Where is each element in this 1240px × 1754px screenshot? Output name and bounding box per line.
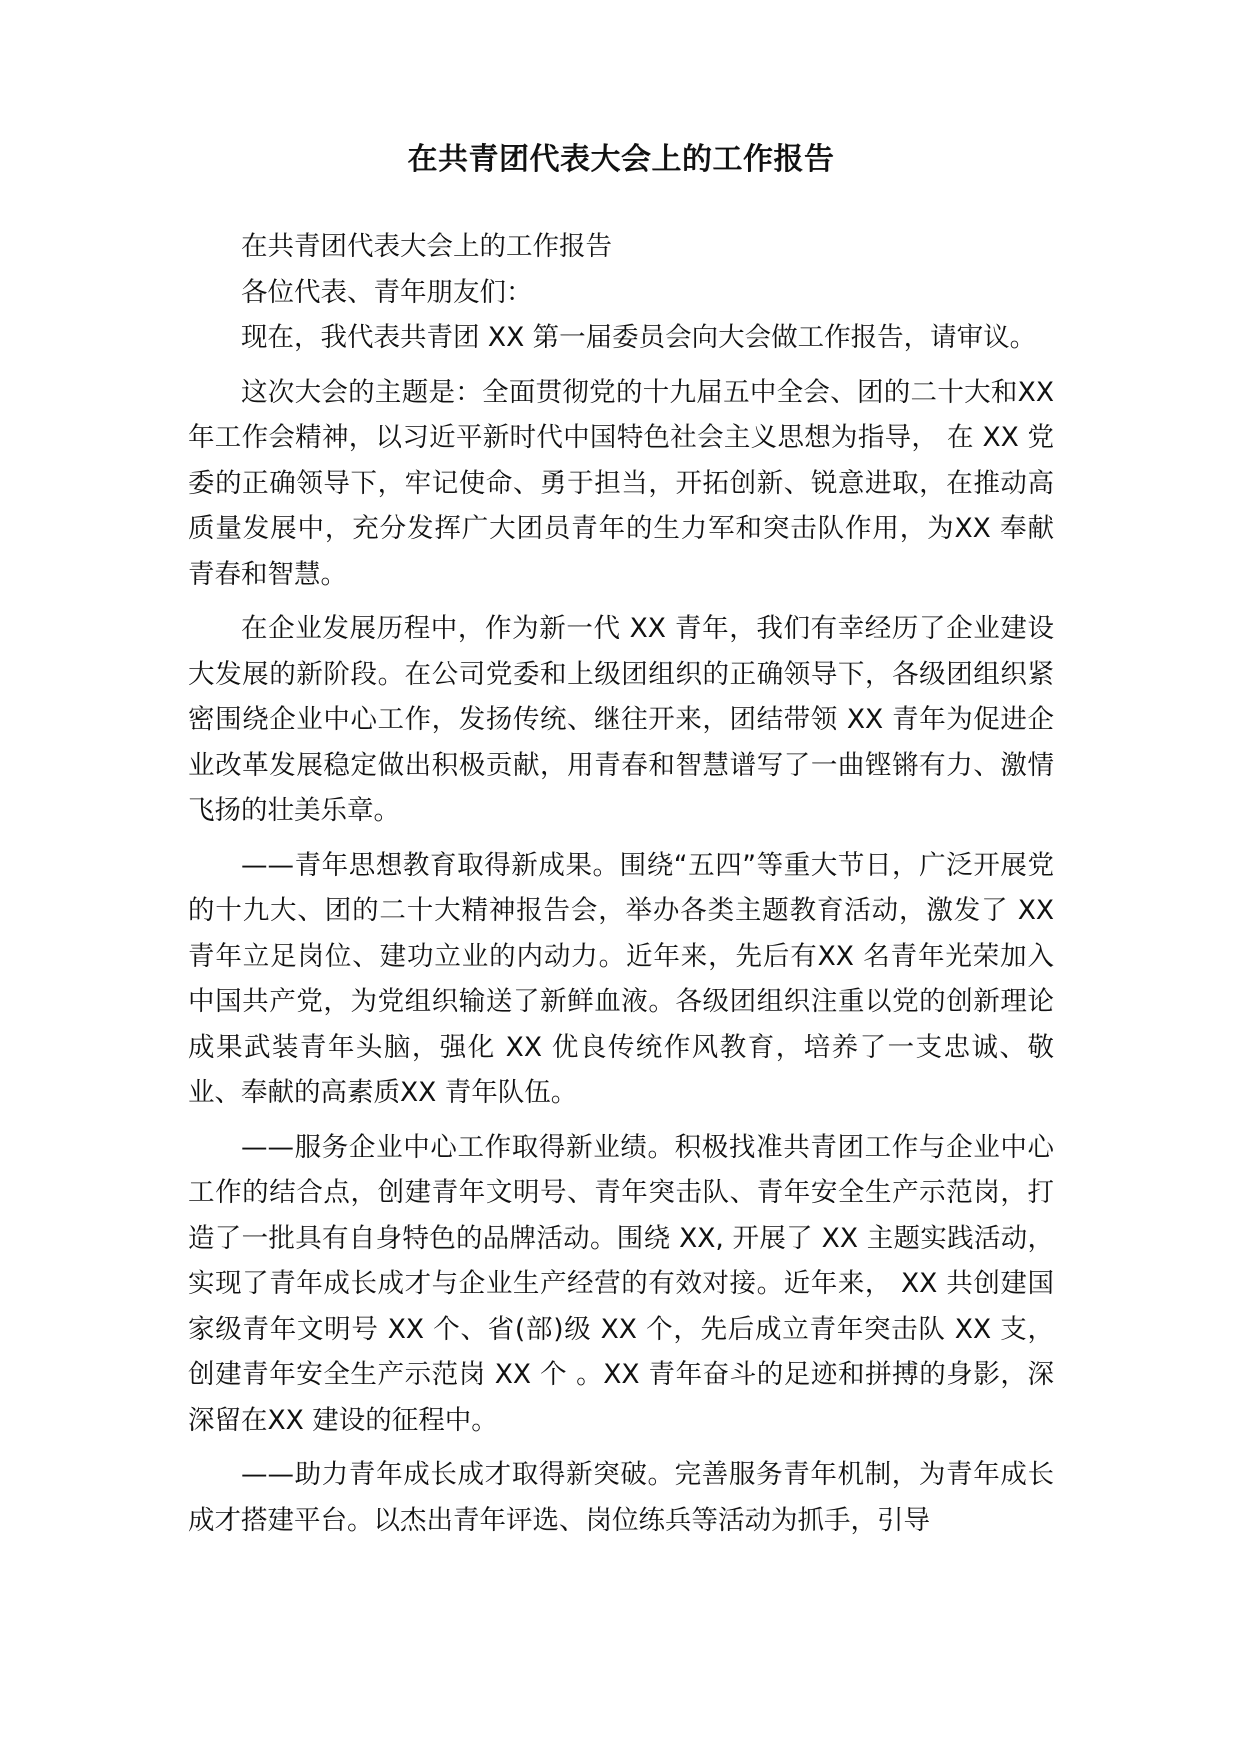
document-page	[188, 140, 1054, 1543]
paragraph-opening: 现在，我代表共青团 XX 第一届委员会向大会做工作报告，请审议。	[241, 322, 1037, 353]
document-title: 在共青团代表大会上的工作报告	[407, 142, 835, 177]
paragraph-ideology-education: ——青年思想教育取得新成果。围绕“五四”等重大节日，广泛开展党的十九大、团的二十大精神报告会，举办各类主题教育活动，激发了 XX 青年立足岗位、建功立业的内动力。近年来，先后有XX 名青年光荣加入中国共产党，为党组织输送了新鲜血液。各级团组织注重以党的创新理论成果武装青年头脑，强化 XX 优良传统作风教育，培养了一支忠诚、敬业、奉献的高素质XX 青年队伍。	[188, 849, 1054, 1108]
paragraph-theme: 这次大会的主题是：全面贯彻党的十九届五中全会、团的二十大和XX 年工作会精神，以习近平新时代中国特色社会主义思想为指导， 在 XX 党委的正确领导下，牢记使命、勇于担当，开拓创新、锐意进取，在推动高质量发展中，充分发挥广大团员青年的生力军和突击队作用，为XX 奉献青春和智慧。	[188, 376, 1054, 590]
paragraph-salutation: 各位代表、青年朋友们：	[241, 276, 533, 308]
paragraph-central-work: ——服务企业中心工作取得新业绩。积极找准共青团工作与企业中心工作的结合点，创建青年文明号、青年突击队、青年安全生产示范岗，打造了一批具有自身特色的品牌活动。围绕 XX, 开展了 XX 主题实践活动，实现了青年成长成才与企业生产经营的有效对接。近年来， XX 共创建国家级青年文明号 XX 个、省(部)级 XX 个，先后成立青年突击队 XX 支，创建青年安全生产示范岗 XX 个 。XX 青年奋斗的足迹和拼搏的身影，深深留在XX 建设的征程中。	[188, 1131, 1054, 1436]
paragraph-youth-growth: ——助力青年成长成才取得新突破。完善服务青年机制，为青年成长成才搭建平台。以杰出青年评选、岗位练兵等活动为抓手，引导	[188, 1459, 1054, 1536]
paragraph-subtitle: 在共青团代表大会上的工作报告	[241, 231, 612, 262]
paragraph-development: 在企业发展历程中，作为新一代 XX 青年，我们有幸经历了企业建设大发展的新阶段。在公司党委和上级团组织的正确领导下，各级团组织紧密围绕企业中心工作，发扬传统、继往开来，团结带领 XX 青年为促进企业改革发展稳定做出积极贡献，用青春和智慧谱写了一曲铿锵有力、激情飞扬的壮美乐章。	[188, 613, 1054, 826]
